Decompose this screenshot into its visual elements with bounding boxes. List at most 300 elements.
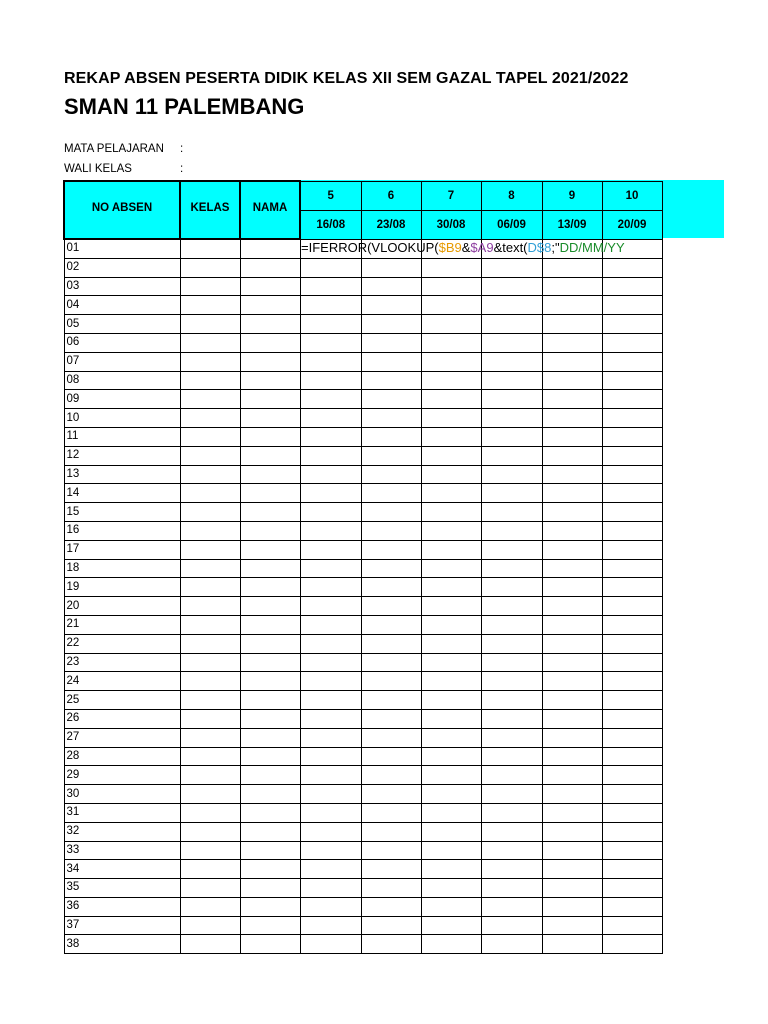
cell[interactable] xyxy=(602,785,662,804)
cell[interactable] xyxy=(542,258,602,277)
cell[interactable] xyxy=(421,427,481,446)
cell-no-absen[interactable]: 13 xyxy=(64,465,180,484)
cell[interactable] xyxy=(240,371,300,390)
cell[interactable] xyxy=(361,709,421,728)
cell[interactable] xyxy=(180,427,240,446)
cell[interactable] xyxy=(180,747,240,766)
cell[interactable] xyxy=(300,503,361,522)
cell-no-absen[interactable]: 25 xyxy=(64,691,180,710)
cell[interactable] xyxy=(542,822,602,841)
cell-no-absen[interactable]: 04 xyxy=(64,296,180,315)
cell[interactable] xyxy=(361,747,421,766)
cell[interactable] xyxy=(542,559,602,578)
cell[interactable] xyxy=(602,427,662,446)
cell[interactable] xyxy=(240,691,300,710)
cell[interactable] xyxy=(602,296,662,315)
cell[interactable] xyxy=(361,352,421,371)
cell[interactable] xyxy=(180,691,240,710)
cell[interactable] xyxy=(542,935,602,954)
cell[interactable] xyxy=(300,653,361,672)
cell[interactable] xyxy=(421,390,481,409)
cell-no-absen[interactable]: 06 xyxy=(64,333,180,352)
cell[interactable] xyxy=(240,521,300,540)
cell[interactable] xyxy=(240,597,300,616)
cell[interactable] xyxy=(421,296,481,315)
cell[interactable] xyxy=(300,390,361,409)
cell[interactable] xyxy=(300,841,361,860)
cell[interactable] xyxy=(602,691,662,710)
cell[interactable] xyxy=(240,484,300,503)
cell[interactable] xyxy=(481,315,542,334)
cell[interactable] xyxy=(542,615,602,634)
cell-no-absen[interactable]: 20 xyxy=(64,597,180,616)
cell[interactable] xyxy=(542,728,602,747)
cell[interactable] xyxy=(300,672,361,691)
cell[interactable] xyxy=(481,860,542,879)
cell[interactable] xyxy=(481,897,542,916)
cell[interactable] xyxy=(542,879,602,898)
cell[interactable] xyxy=(180,709,240,728)
cell[interactable] xyxy=(421,766,481,785)
cell[interactable] xyxy=(602,371,662,390)
cell[interactable] xyxy=(421,747,481,766)
cell[interactable] xyxy=(481,747,542,766)
cell[interactable] xyxy=(240,315,300,334)
cell[interactable] xyxy=(481,258,542,277)
cell[interactable] xyxy=(240,239,300,258)
cell[interactable] xyxy=(421,446,481,465)
cell[interactable] xyxy=(361,841,421,860)
cell[interactable] xyxy=(421,540,481,559)
cell[interactable] xyxy=(602,728,662,747)
cell[interactable] xyxy=(421,615,481,634)
cell[interactable] xyxy=(421,465,481,484)
cell[interactable] xyxy=(542,296,602,315)
cell[interactable] xyxy=(361,446,421,465)
cell[interactable] xyxy=(481,916,542,935)
cell[interactable] xyxy=(542,691,602,710)
cell[interactable] xyxy=(542,465,602,484)
cell[interactable] xyxy=(180,503,240,522)
cell[interactable] xyxy=(481,634,542,653)
cell[interactable] xyxy=(180,352,240,371)
cell-no-absen[interactable]: 23 xyxy=(64,653,180,672)
cell[interactable] xyxy=(421,728,481,747)
cell[interactable] xyxy=(421,277,481,296)
cell[interactable] xyxy=(481,277,542,296)
cell[interactable] xyxy=(481,672,542,691)
cell-no-absen[interactable]: 36 xyxy=(64,897,180,916)
cell[interactable] xyxy=(300,897,361,916)
cell-no-absen[interactable]: 09 xyxy=(64,390,180,409)
cell[interactable] xyxy=(602,409,662,428)
cell[interactable] xyxy=(180,597,240,616)
cell[interactable] xyxy=(421,841,481,860)
cell[interactable] xyxy=(180,559,240,578)
cell[interactable] xyxy=(361,916,421,935)
cell[interactable] xyxy=(602,484,662,503)
cell-no-absen[interactable]: 11 xyxy=(64,427,180,446)
cell[interactable] xyxy=(361,521,421,540)
cell[interactable] xyxy=(180,728,240,747)
cell-no-absen[interactable]: 17 xyxy=(64,540,180,559)
cell[interactable] xyxy=(240,879,300,898)
cell[interactable] xyxy=(180,634,240,653)
cell[interactable] xyxy=(240,634,300,653)
cell[interactable] xyxy=(542,803,602,822)
cell[interactable] xyxy=(361,371,421,390)
cell[interactable] xyxy=(361,615,421,634)
cell[interactable] xyxy=(180,897,240,916)
cell[interactable] xyxy=(602,390,662,409)
cell[interactable] xyxy=(361,258,421,277)
cell[interactable] xyxy=(481,728,542,747)
cell[interactable] xyxy=(300,803,361,822)
cell[interactable] xyxy=(240,465,300,484)
cell-no-absen[interactable]: 35 xyxy=(64,879,180,898)
cell[interactable] xyxy=(421,258,481,277)
cell[interactable] xyxy=(240,935,300,954)
cell[interactable] xyxy=(481,390,542,409)
cell[interactable] xyxy=(421,597,481,616)
cell-no-absen[interactable]: 26 xyxy=(64,709,180,728)
cell[interactable] xyxy=(240,709,300,728)
cell[interactable] xyxy=(421,879,481,898)
cell[interactable] xyxy=(300,484,361,503)
cell[interactable] xyxy=(180,672,240,691)
cell-no-absen[interactable]: 28 xyxy=(64,747,180,766)
cell[interactable] xyxy=(180,879,240,898)
cell[interactable] xyxy=(240,296,300,315)
cell[interactable] xyxy=(542,672,602,691)
cell[interactable] xyxy=(481,540,542,559)
cell[interactable] xyxy=(300,296,361,315)
cell[interactable] xyxy=(180,239,240,258)
cell[interactable] xyxy=(240,352,300,371)
cell[interactable] xyxy=(542,333,602,352)
cell[interactable] xyxy=(300,860,361,879)
cell-no-absen[interactable]: 02 xyxy=(64,258,180,277)
cell[interactable] xyxy=(361,785,421,804)
cell[interactable] xyxy=(542,277,602,296)
cell[interactable] xyxy=(361,503,421,522)
cell[interactable] xyxy=(240,822,300,841)
cell-no-absen[interactable]: 31 xyxy=(64,803,180,822)
cell[interactable] xyxy=(421,822,481,841)
cell[interactable] xyxy=(361,597,421,616)
cell[interactable] xyxy=(180,277,240,296)
cell[interactable] xyxy=(542,634,602,653)
cell[interactable] xyxy=(361,390,421,409)
cell[interactable] xyxy=(361,653,421,672)
cell[interactable] xyxy=(361,296,421,315)
cell[interactable] xyxy=(542,897,602,916)
cell[interactable] xyxy=(180,615,240,634)
cell[interactable] xyxy=(481,766,542,785)
cell-no-absen[interactable]: 30 xyxy=(64,785,180,804)
cell[interactable] xyxy=(602,653,662,672)
cell-no-absen[interactable]: 37 xyxy=(64,916,180,935)
cell-no-absen[interactable]: 27 xyxy=(64,728,180,747)
cell[interactable] xyxy=(361,409,421,428)
cell-no-absen[interactable]: 22 xyxy=(64,634,180,653)
cell-no-absen[interactable]: 08 xyxy=(64,371,180,390)
cell[interactable] xyxy=(240,503,300,522)
cell[interactable] xyxy=(421,521,481,540)
cell[interactable] xyxy=(421,333,481,352)
cell-no-absen[interactable]: 15 xyxy=(64,503,180,522)
cell[interactable] xyxy=(602,597,662,616)
cell[interactable] xyxy=(240,427,300,446)
cell[interactable] xyxy=(300,691,361,710)
cell[interactable] xyxy=(300,709,361,728)
cell-no-absen[interactable]: 18 xyxy=(64,559,180,578)
cell-no-absen[interactable]: 14 xyxy=(64,484,180,503)
cell[interactable] xyxy=(361,333,421,352)
cell[interactable] xyxy=(421,352,481,371)
cell[interactable] xyxy=(421,803,481,822)
cell[interactable] xyxy=(361,691,421,710)
cell[interactable] xyxy=(602,634,662,653)
cell[interactable] xyxy=(542,484,602,503)
cell[interactable] xyxy=(300,728,361,747)
cell[interactable] xyxy=(542,540,602,559)
cell[interactable] xyxy=(240,785,300,804)
cell[interactable] xyxy=(361,540,421,559)
cell[interactable] xyxy=(542,503,602,522)
cell[interactable] xyxy=(180,653,240,672)
cell[interactable] xyxy=(361,728,421,747)
cell[interactable] xyxy=(481,841,542,860)
cell[interactable] xyxy=(421,578,481,597)
cell[interactable] xyxy=(240,747,300,766)
cell[interactable] xyxy=(421,315,481,334)
cell[interactable] xyxy=(542,653,602,672)
cell[interactable] xyxy=(542,446,602,465)
cell[interactable] xyxy=(542,597,602,616)
cell[interactable] xyxy=(602,258,662,277)
cell[interactable] xyxy=(361,634,421,653)
cell[interactable] xyxy=(602,916,662,935)
cell[interactable] xyxy=(602,747,662,766)
cell-no-absen[interactable]: 38 xyxy=(64,935,180,954)
cell[interactable] xyxy=(481,653,542,672)
cell[interactable] xyxy=(542,747,602,766)
cell[interactable] xyxy=(361,277,421,296)
cell[interactable] xyxy=(481,597,542,616)
cell[interactable] xyxy=(542,409,602,428)
cell[interactable] xyxy=(180,841,240,860)
cell[interactable] xyxy=(240,916,300,935)
cell[interactable] xyxy=(542,916,602,935)
cell[interactable] xyxy=(180,333,240,352)
cell[interactable] xyxy=(602,822,662,841)
cell[interactable] xyxy=(300,935,361,954)
cell[interactable] xyxy=(180,465,240,484)
cell[interactable] xyxy=(542,371,602,390)
cell[interactable] xyxy=(300,559,361,578)
cell-no-absen[interactable]: 29 xyxy=(64,766,180,785)
cell[interactable] xyxy=(361,578,421,597)
cell[interactable] xyxy=(421,672,481,691)
cell[interactable] xyxy=(421,503,481,522)
cell[interactable] xyxy=(602,841,662,860)
cell[interactable] xyxy=(300,615,361,634)
cell[interactable] xyxy=(602,879,662,898)
cell[interactable] xyxy=(300,597,361,616)
cell[interactable] xyxy=(421,559,481,578)
cell[interactable] xyxy=(300,578,361,597)
cell[interactable] xyxy=(481,409,542,428)
cell[interactable] xyxy=(421,785,481,804)
cell[interactable] xyxy=(602,935,662,954)
cell[interactable] xyxy=(421,484,481,503)
cell[interactable] xyxy=(180,578,240,597)
cell[interactable] xyxy=(481,615,542,634)
cell[interactable] xyxy=(481,935,542,954)
cell[interactable] xyxy=(481,503,542,522)
cell[interactable] xyxy=(481,427,542,446)
cell[interactable] xyxy=(361,559,421,578)
cell[interactable] xyxy=(240,841,300,860)
cell[interactable] xyxy=(300,277,361,296)
cell[interactable] xyxy=(542,427,602,446)
cell[interactable] xyxy=(542,860,602,879)
cell[interactable] xyxy=(602,446,662,465)
cell[interactable] xyxy=(300,315,361,334)
cell[interactable] xyxy=(602,860,662,879)
cell[interactable] xyxy=(481,578,542,597)
cell[interactable] xyxy=(240,409,300,428)
cell-no-absen[interactable]: 33 xyxy=(64,841,180,860)
cell-no-absen[interactable]: 32 xyxy=(64,822,180,841)
cell[interactable] xyxy=(481,559,542,578)
cell[interactable] xyxy=(602,503,662,522)
cell[interactable] xyxy=(602,672,662,691)
cell[interactable] xyxy=(180,409,240,428)
cell[interactable] xyxy=(542,578,602,597)
cell[interactable] xyxy=(180,766,240,785)
cell[interactable] xyxy=(542,785,602,804)
cell[interactable] xyxy=(481,371,542,390)
cell[interactable] xyxy=(300,822,361,841)
cell[interactable] xyxy=(421,709,481,728)
cell[interactable] xyxy=(421,653,481,672)
cell[interactable] xyxy=(240,653,300,672)
cell[interactable] xyxy=(421,409,481,428)
cell-no-absen[interactable]: 16 xyxy=(64,521,180,540)
cell-no-absen[interactable]: 21 xyxy=(64,615,180,634)
cell[interactable] xyxy=(421,691,481,710)
cell[interactable] xyxy=(240,728,300,747)
cell[interactable] xyxy=(481,352,542,371)
cell[interactable] xyxy=(421,371,481,390)
cell[interactable] xyxy=(300,785,361,804)
cell[interactable] xyxy=(481,785,542,804)
cell[interactable] xyxy=(602,465,662,484)
cell[interactable] xyxy=(240,803,300,822)
cell[interactable] xyxy=(602,615,662,634)
cell-no-absen[interactable]: 19 xyxy=(64,578,180,597)
cell[interactable] xyxy=(300,427,361,446)
cell-no-absen[interactable]: 12 xyxy=(64,446,180,465)
cell[interactable] xyxy=(300,521,361,540)
cell[interactable] xyxy=(481,803,542,822)
cell[interactable] xyxy=(421,897,481,916)
cell[interactable] xyxy=(481,484,542,503)
cell[interactable] xyxy=(300,747,361,766)
cell[interactable] xyxy=(361,766,421,785)
cell[interactable] xyxy=(361,879,421,898)
cell[interactable] xyxy=(361,897,421,916)
cell[interactable] xyxy=(361,935,421,954)
cell-no-absen[interactable]: 34 xyxy=(64,860,180,879)
cell[interactable] xyxy=(240,578,300,597)
cell[interactable] xyxy=(240,540,300,559)
cell[interactable] xyxy=(300,540,361,559)
cell[interactable] xyxy=(240,446,300,465)
cell[interactable] xyxy=(361,860,421,879)
cell[interactable] xyxy=(240,390,300,409)
cell[interactable] xyxy=(300,333,361,352)
cell[interactable] xyxy=(300,409,361,428)
cell[interactable] xyxy=(481,822,542,841)
cell[interactable] xyxy=(602,352,662,371)
cell[interactable] xyxy=(361,822,421,841)
cell-no-absen[interactable]: 10 xyxy=(64,409,180,428)
cell[interactable] xyxy=(542,709,602,728)
cell[interactable] xyxy=(481,521,542,540)
cell[interactable] xyxy=(180,258,240,277)
cell[interactable] xyxy=(300,465,361,484)
cell-no-absen[interactable]: 05 xyxy=(64,315,180,334)
cell[interactable] xyxy=(421,860,481,879)
cell[interactable] xyxy=(180,803,240,822)
formula-overlay[interactable] xyxy=(301,238,663,257)
cell[interactable] xyxy=(180,822,240,841)
cell[interactable] xyxy=(602,333,662,352)
cell[interactable] xyxy=(421,634,481,653)
cell[interactable] xyxy=(180,540,240,559)
cell[interactable] xyxy=(180,371,240,390)
cell[interactable] xyxy=(180,935,240,954)
cell[interactable] xyxy=(240,333,300,352)
cell[interactable] xyxy=(300,258,361,277)
cell[interactable] xyxy=(542,766,602,785)
cell[interactable] xyxy=(180,785,240,804)
cell[interactable] xyxy=(240,615,300,634)
cell[interactable] xyxy=(361,427,421,446)
cell[interactable] xyxy=(361,465,421,484)
cell[interactable] xyxy=(300,879,361,898)
cell[interactable] xyxy=(421,935,481,954)
cell[interactable] xyxy=(180,390,240,409)
cell[interactable] xyxy=(300,446,361,465)
cell[interactable] xyxy=(300,916,361,935)
cell[interactable] xyxy=(542,841,602,860)
cell-no-absen[interactable]: 01 xyxy=(64,239,180,258)
cell[interactable] xyxy=(240,559,300,578)
cell-no-absen[interactable]: 24 xyxy=(64,672,180,691)
cell[interactable] xyxy=(180,916,240,935)
cell[interactable] xyxy=(180,484,240,503)
cell[interactable] xyxy=(602,559,662,578)
cell[interactable] xyxy=(602,578,662,597)
cell[interactable] xyxy=(180,296,240,315)
cell[interactable] xyxy=(421,916,481,935)
cell[interactable] xyxy=(361,484,421,503)
cell[interactable] xyxy=(240,672,300,691)
